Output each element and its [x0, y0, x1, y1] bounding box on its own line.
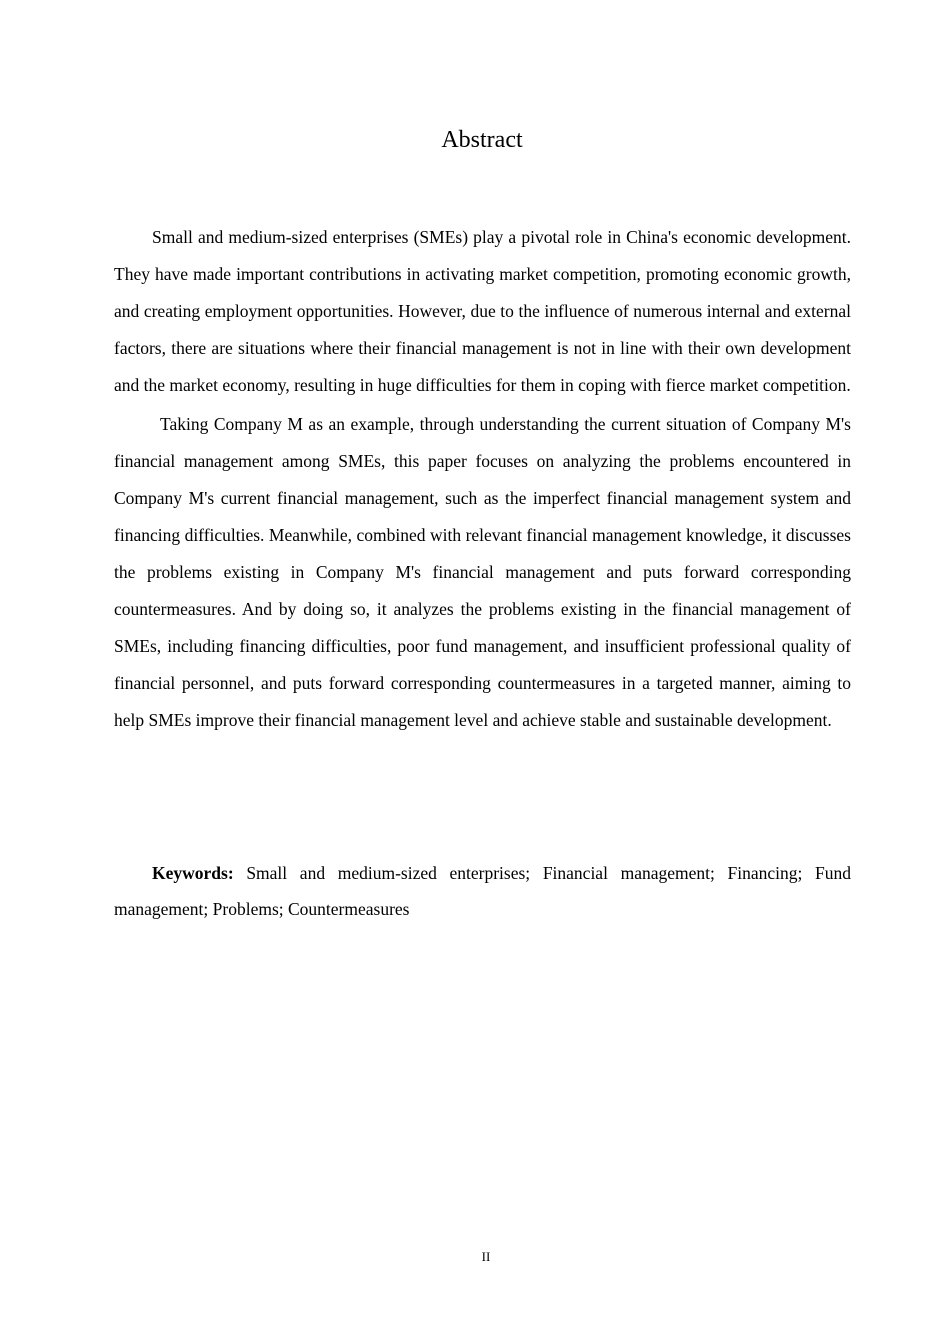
abstract-body	[114, 219, 851, 739]
keywords-text: Small and medium-sized enterprises; Financial management; Financing; Fund management; Problems; Countermeasures	[114, 863, 851, 919]
page-number: II	[481, 1249, 491, 1264]
keywords-line	[114, 855, 851, 927]
abstract-paragraph-1: Small and medium-sized enterprises (SMEs) play a pivotal role in China's economic development. They have made important contributions in activating market competition, promoting economic growth, and creating employment opportunities. However, due to the influence of numerous internal and external factors, there are situations where their financial management is not in line with their own development and the market economy, resulting in huge difficulties for them in coping with fierce market competition.	[114, 227, 851, 395]
abstract-title: Abstract	[441, 127, 523, 153]
abstract-paragraph-2: Taking Company M as an example, through understanding the current situation of Company M's financial management among SMEs, this paper focuses on analyzing the problems encountered in Company M's current financial management, such as the imperfect financial management system and financing difficulties. Meanwhile, combined with relevant financial management knowledge, it discusses the problems existing in Company M's financial management and puts forward corresponding countermeasures. And by doing so, it analyzes the problems existing in the financial management of SMEs, including financing difficulties, poor fund management, and insufficient professional quality of financial personnel, and puts forward corresponding countermeasures in a targeted manner, aiming to help SMEs improve their financial management level and achieve stable and sustainable development.	[114, 414, 851, 730]
keywords-label: Keywords:	[152, 863, 234, 883]
